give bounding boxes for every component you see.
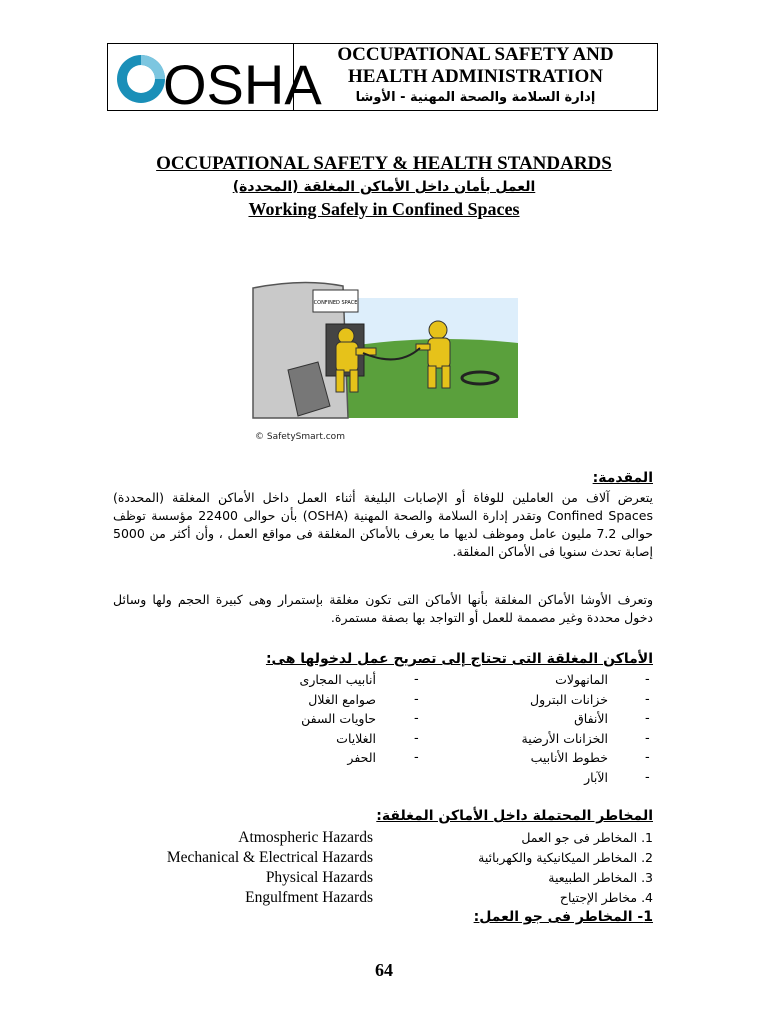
intro-heading: المقدمة: <box>592 470 653 486</box>
intro-paragraph-2: وتعرف الأوشا الأماكن المغلقة بأنها الأماكن التى تكون مغلقة بإستمرار وهى كبيرة الحجم ولها وسائل دخول محددة وغير مصممة للعمل أو التواجد بها بصفة مستمرة. <box>113 592 653 625</box>
list-dash: - <box>645 750 650 765</box>
permit-item: الغلايات <box>336 730 376 746</box>
osha-logo <box>108 44 322 116</box>
list-dash: - <box>414 730 419 746</box>
header-box <box>107 43 658 116</box>
permit-item: خزانات البترول <box>530 691 608 707</box>
section-1-heading <box>474 909 653 925</box>
hazard-label-en: Atmospheric Hazards <box>238 829 373 846</box>
permit-item: الحفر <box>347 750 376 765</box>
hazard-label-ar: مخاطر الإجتياح <box>559 890 638 905</box>
permit-item: الأنفاق <box>574 711 608 726</box>
permit-item: صوامع الغلال <box>308 691 376 707</box>
confined-space-illustration <box>248 278 520 428</box>
english-subtitle: Working Safely in Confined Spaces <box>248 199 520 219</box>
permit-item: أنابيب المجارى <box>299 672 376 687</box>
intro-paragraph-1: يتعرض آلاف من العاملين للوفاة أو الإصابات البليغة أثناء العمل داخل الأماكن المغلقة (المحددة) Confined Spaces وتقدر إدارة السلامة والصحة المهنية (OSHA) بأن حوالى 22400 مؤسسة توظف حوالى 7.2 مليون عامل وموظف لديها ما يعرف بالأماكن المغلقة فى مواقع العمل ، وأن أكثر من 5000 إصابة تحدث سنويا فى الأماكن المغلقة. <box>113 490 654 559</box>
permit-item: الآبار <box>584 769 608 785</box>
org-name <box>294 44 657 110</box>
permit-item: الخزانات الأرضية <box>521 730 608 746</box>
hazard-item-ar <box>478 850 653 865</box>
list-dash: - <box>645 730 650 746</box>
list-dash: - <box>414 711 419 726</box>
hazard-label-en: Mechanical & Electrical Hazards <box>166 849 373 866</box>
permit-item: خطوط الأنابيب <box>530 750 608 765</box>
page-number: 64 <box>375 960 393 980</box>
hazard-item-ar <box>521 830 653 845</box>
permit-item: حاويات السفن <box>301 711 376 726</box>
section-1-label: 1- المخاطر فى جو العمل: <box>473 909 653 925</box>
org-line2: HEALTH ADMINISTRATION <box>348 66 603 87</box>
main-title: OCCUPATIONAL SAFETY & HEALTH STANDARDS <box>156 153 612 174</box>
hazard-label-en: Physical Hazards <box>265 869 373 886</box>
hazard-item-ar <box>548 870 653 885</box>
list-dash: - <box>645 769 650 785</box>
list-dash: - <box>645 711 650 726</box>
list-dash: - <box>645 691 650 707</box>
hazards-heading: المخاطر المحتملة داخل الأماكن المغلقة: <box>376 808 653 824</box>
org-line1: OCCUPATIONAL SAFETY AND <box>337 44 614 65</box>
permit-item: المانهولات <box>555 672 608 687</box>
osha-logo-circle-icon <box>117 55 165 103</box>
arabic-title: العمل بأمان داخل الأماكن المغلقة (المحددة) <box>232 179 536 195</box>
hazard-label-ar: المخاطر الميكانيكية والكهربائية <box>478 850 638 865</box>
org-arabic: إدارة السلامة والصحة المهنية - الأوشا <box>355 90 596 105</box>
list-dash: - <box>645 672 650 687</box>
svg-text:CONFINED SPACE: CONFINED SPACE <box>313 300 358 306</box>
list-dash: - <box>414 691 419 707</box>
list-dash: - <box>414 750 419 765</box>
hazard-number: 2. <box>641 850 653 865</box>
hazard-item-ar <box>560 890 653 905</box>
permit-spaces-heading: الأماكن المغلقة التى تحتاج إلى تصريح عمل لدخولها هى: <box>265 651 653 667</box>
logo-text: OSHA <box>163 53 322 116</box>
illustration-copyright: © SafetySmart.com <box>255 432 345 442</box>
list-dash: - <box>414 672 419 687</box>
hazard-number: 3. <box>641 870 653 885</box>
hazard-number: 4. <box>641 890 653 905</box>
hazard-number: 1. <box>641 830 653 845</box>
hazard-label-ar: المخاطر فى جو العمل <box>521 830 638 845</box>
hazard-label-ar: المخاطر الطبيعية <box>548 870 638 885</box>
hazard-label-en: Engulfment Hazards <box>245 889 373 906</box>
